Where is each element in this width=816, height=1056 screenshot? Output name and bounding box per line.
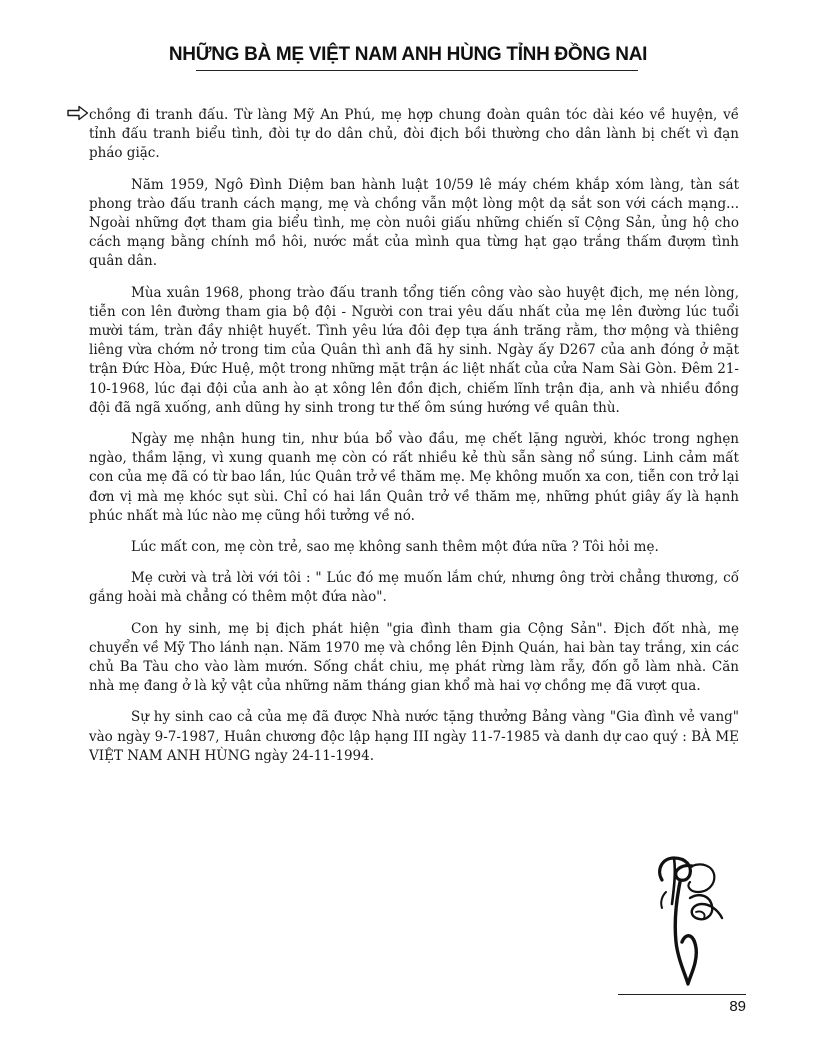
paragraph-5: Lúc mất con, mẹ còn trẻ, sao mẹ không sanh thêm một đứa nữa ? Tôi hỏi mẹ. [131, 539, 659, 556]
paragraph-2: Năm 1959, Ngô Đình Diệm ban hành luật 10/59 lê máy chém khắp xóm làng, tàn sát phong trào đấu tranh cách mạng, mẹ và chồng vẫn một lòng một dạ sắt son với cách mạng... Ngoài những đợt tham gia biểu tình, mẹ còn nuôi giấu những chiến sĩ Cộng Sản, ủng hộ cho cách mạng bằng chính mồ hôi, nước mắt của mình qua từng hạt gạo trắng thấm đượm tình quân dân. [89, 176, 739, 270]
page-header-title: NHỮNG BÀ MẸ VIỆT NAM ANH HÙNG TỈNH ĐỒNG NAI [168, 44, 648, 65]
header-underline [196, 70, 638, 71]
page-number: 89 [729, 998, 746, 1015]
article-body [89, 106, 739, 766]
paragraph-4: Ngày mẹ nhận hung tin, như búa bổ vào đầu, mẹ chết lặng người, khóc trong nghẹn ngào, thầm lặng, vì xung quanh mẹ còn có rất nhiều kẻ thù sẵn sàng nổ súng. Linh cảm mất con của mẹ đã có từ bao lần, lúc Quân trở về thăm mẹ. Mẹ không muốn xa con, tiễn con trở lại đơn vị mà mẹ khóc sụt sùi. Chỉ có hai lần Quân trở về thăm mẹ, những phút giây ấy là hạnh phúc nhất mà lúc nào mẹ cũng hồi tưởng về nó. [89, 431, 739, 524]
footer-rule [618, 994, 746, 995]
paragraph-7: Con hy sinh, mẹ bị địch phát hiện "gia đình tham gia Cộng Sản". Địch đốt nhà, mẹ chuyển về Mỹ Tho lánh nạn. Năm 1970 mẹ và chồng lên Định Quán, hai bàn tay trắng, xin các chủ Ba Tàu cho vào làm mướn. Sống chắt chiu, mẹ phát rừng làm rẫy, đốn gỗ làm nhà. Căn nhà mẹ đang ở là kỷ vật của những năm tháng gian khổ mà hai vợ chồng mẹ đã vượt qua. [89, 620, 739, 695]
arrow-right-icon [67, 105, 89, 121]
paragraph-8: Sự hy sinh cao cả của mẹ đã được Nhà nước tặng thưởng Bảng vàng "Gia đình vẻ vang" vào ngày 9-7-1987, Huân chương độc lập hạng III ngày 11-7-1985 và danh dự cao quý : BÀ MẸ VIỆT NAM ANH HÙNG ngày 24-11-1994. [89, 709, 739, 764]
signature-icon [652, 852, 730, 990]
paragraph-6: Mẹ cười và trả lời với tôi : " Lúc đó mẹ muốn lắm chứ, nhưng ông trời chẳng thương, cố gắng hoài mà chẳng có thêm một đứa nào". [89, 570, 739, 606]
paragraph-3: Mùa xuân 1968, phong trào đấu tranh tổng tiến công vào sào huyệt địch, mẹ nén lòng, tiễn con lên đường tham gia bộ đội - Người con trai yêu dấu nhất của mẹ lên đường lúc tuổi mười tám, tràn đầy nhiệt huyết. Tình yêu lứa đôi đẹp tựa ánh trăng rằm, thơ mộng và thiêng liêng vừa chớm nở trong tim của Quân thì anh đã hy sinh. Ngày ấy D267 của anh đóng ở mặt trận Đức Hòa, Đức Huệ, một trong những mặt trận ác liệt nhất của cửa Nam Sài Gòn. Đêm 21-10-1968, lúc đại đội của anh ào ạt xông lên đồn địch, chiếm lĩnh trận địa, anh và nhiều đồng đội đã ngã xuống, anh dũng hy sinh trong tư thế ôm súng hướng về quân thù. [89, 284, 739, 416]
paragraph-1: chồng đi tranh đấu. Từ làng Mỹ An Phú, mẹ hợp chung đoàn quân tóc dài kéo về huyện, về tỉnh đấu tranh biểu tình, đòi tự do dân chủ, đòi địch bồi thường cho dân lành bị chết vì đạn pháo giặc. [89, 107, 739, 162]
